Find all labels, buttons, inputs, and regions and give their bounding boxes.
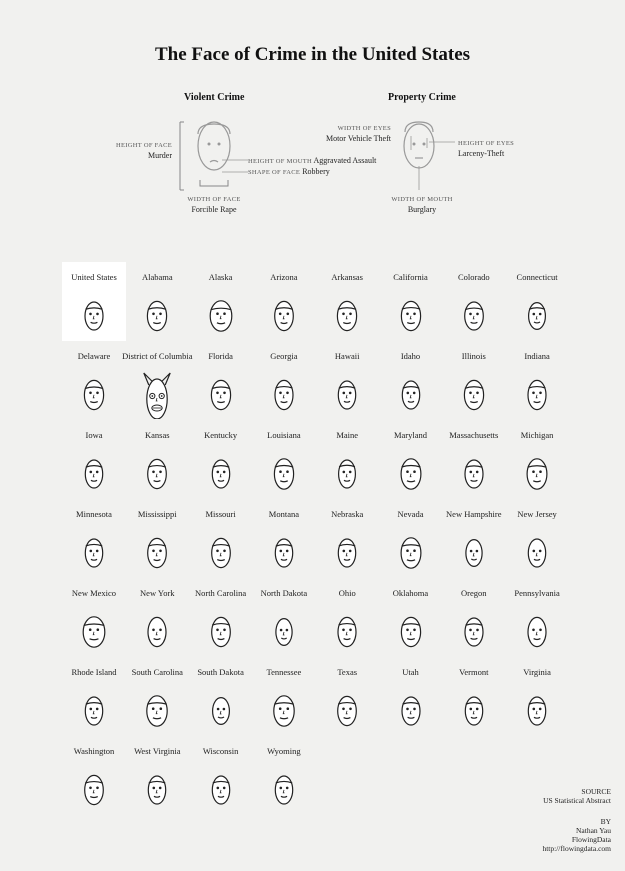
face-eye-left <box>279 470 282 473</box>
face-eye-right <box>349 629 352 632</box>
face-eye-left <box>406 708 409 711</box>
chernoff-face <box>203 529 239 577</box>
chernoff-face <box>139 608 175 656</box>
width-of-eyes-label: WIDTH OF EYES <box>337 125 391 132</box>
author-url[interactable]: http://flowingdata.com <box>542 844 611 853</box>
height-of-face-label: HEIGHT OF FACE <box>116 142 172 149</box>
state-label: Oregon <box>461 588 487 598</box>
face-cell <box>189 578 253 657</box>
state-label: Iowa <box>85 430 103 440</box>
face-eye-right <box>97 628 100 631</box>
face-cell <box>379 578 443 657</box>
face-cell <box>125 420 189 499</box>
state-label: United States <box>71 272 117 282</box>
face-cell <box>379 499 443 578</box>
state-label: Maryland <box>393 430 428 440</box>
legend-property-face <box>395 118 465 198</box>
chernoff-face <box>76 766 112 814</box>
chernoff-face <box>266 687 302 735</box>
height-of-mouth-label: HEIGHT OF MOUTH <box>248 158 312 165</box>
face-eye-left <box>533 550 536 553</box>
state-label: District of Columbia <box>122 351 193 361</box>
state-label: Connecticut <box>516 272 558 282</box>
face-eye-right <box>539 708 542 711</box>
face-eye-left <box>216 471 219 474</box>
motor-vehicle-theft-label: Motor Vehicle Theft <box>325 134 391 143</box>
face-pupil-left <box>152 395 154 397</box>
face-eye-right <box>159 550 162 553</box>
chernoff-face <box>393 450 429 498</box>
face-eye-right <box>222 787 225 790</box>
face-eye-left <box>343 550 346 553</box>
state-label: South Dakota <box>197 667 244 677</box>
face-eye-right <box>96 787 99 790</box>
face-cell <box>315 499 379 578</box>
face-eye-right <box>413 708 416 711</box>
face-cell <box>505 420 569 499</box>
face-cell <box>315 578 379 657</box>
face-eye-left <box>406 629 409 632</box>
state-label: Ohio <box>338 588 356 598</box>
face-eye-left <box>279 707 282 710</box>
state-label: Washington <box>73 746 115 756</box>
face-eye-left <box>279 313 282 316</box>
face-eye-left <box>279 392 282 395</box>
face-cell <box>252 657 316 736</box>
state-label: Arkansas <box>331 272 363 282</box>
face-cell <box>442 420 506 499</box>
face-eye-left <box>90 550 93 553</box>
face-eye-right <box>223 392 226 395</box>
burglary-label: Burglary <box>407 205 437 214</box>
face-eye-right <box>96 708 99 711</box>
chernoff-face <box>76 371 112 419</box>
face-eye-left <box>152 707 155 710</box>
state-label: Arizona <box>270 272 298 282</box>
chernoff-face <box>329 292 365 340</box>
chernoff-face <box>203 687 239 735</box>
state-label: Michigan <box>520 430 554 440</box>
face-eye-left <box>152 471 155 474</box>
face-cell <box>125 657 189 736</box>
face-cell <box>505 578 569 657</box>
state-label: Illinois <box>461 351 486 361</box>
face-eye-left <box>343 392 346 395</box>
face-eye-right <box>413 549 416 552</box>
face-cell <box>62 657 126 736</box>
face-cell <box>189 341 253 420</box>
chernoff-face <box>76 450 112 498</box>
chernoff-face <box>519 292 555 340</box>
face-eye-left <box>216 787 219 790</box>
face-eye-right <box>413 629 416 632</box>
face-eye-right <box>475 550 478 553</box>
state-label: North Dakota <box>260 588 308 598</box>
face-eye-right <box>285 629 288 632</box>
face-cell <box>252 420 316 499</box>
state-label: Vermont <box>459 667 489 677</box>
face-cell <box>379 341 443 420</box>
face-eye-right <box>223 550 226 553</box>
face-eye-right <box>412 392 415 395</box>
face-cell <box>62 262 126 341</box>
shape-of-face-label: SHAPE OF FACE <box>248 169 301 176</box>
state-label: Nevada <box>397 509 424 519</box>
face-eye-left <box>533 313 536 316</box>
chernoff-face <box>456 608 492 656</box>
chernoff-face <box>329 371 365 419</box>
face-eye-left <box>532 470 535 473</box>
face-cell <box>62 578 126 657</box>
face-cell <box>62 499 126 578</box>
face-eye-left <box>89 628 92 631</box>
face-cell <box>122 341 193 420</box>
face-eye-right <box>223 629 226 632</box>
face-eye-right <box>96 550 99 553</box>
face-cell <box>252 262 316 341</box>
robbery-label: Robbery <box>302 167 330 176</box>
chernoff-face <box>139 450 175 498</box>
face-eye-left <box>406 392 409 395</box>
source-heading: SOURCE <box>581 787 611 796</box>
face-eye-left <box>152 550 155 553</box>
chernoff-face <box>393 687 429 735</box>
face-eye-left <box>280 629 283 632</box>
face-eye-right <box>96 471 99 474</box>
chernoff-face <box>456 292 492 340</box>
face-eye-right <box>349 471 352 474</box>
chernoff-face <box>519 450 555 498</box>
face-cell <box>189 499 253 578</box>
chernoff-face <box>76 608 112 656</box>
state-label: Alaska <box>208 272 233 282</box>
face-eye-left <box>216 312 219 315</box>
face-cell <box>189 420 253 499</box>
face-eye-right <box>349 550 352 553</box>
height-of-eyes-label: HEIGHT OF EYES <box>458 140 515 147</box>
state-label: Kentucky <box>204 430 238 440</box>
face-cell <box>125 736 189 815</box>
page-title: The Face of Crime in the United States <box>154 44 471 65</box>
state-label: Hawaii <box>334 351 360 361</box>
face-eye-left <box>90 471 93 474</box>
state-label: North Carolina <box>194 588 247 598</box>
face-cell <box>315 341 379 420</box>
face-eye-left <box>153 787 156 790</box>
face-eye-right <box>286 707 289 710</box>
chernoff-face <box>203 766 239 814</box>
face-cell <box>189 262 253 341</box>
chernoff-face <box>456 687 492 735</box>
state-label: Kansas <box>145 430 170 440</box>
chernoff-face <box>266 608 302 656</box>
face-eye-right <box>413 313 416 316</box>
state-label: Wyoming <box>267 746 301 756</box>
chernoff-face <box>393 608 429 656</box>
chernoff-face <box>266 766 302 814</box>
state-label: Alabama <box>141 272 173 282</box>
face-eye-left <box>89 313 92 316</box>
face-eye-left <box>533 708 536 711</box>
face-eye-left <box>406 470 409 473</box>
face-cell <box>505 262 569 341</box>
chernoff-face <box>76 292 112 340</box>
face-eye-right <box>476 313 479 316</box>
state-label: Colorado <box>457 272 490 282</box>
face-eye-right <box>286 470 289 473</box>
face-pupil-right <box>161 395 163 397</box>
chernoff-face <box>329 608 365 656</box>
face-eye-right <box>159 313 162 316</box>
face-eye-right <box>539 550 542 553</box>
chernoff-face <box>266 292 302 340</box>
face-eye-left <box>469 313 472 316</box>
chernoff-face <box>456 529 492 577</box>
face-cell <box>252 578 316 657</box>
state-label: West Virginia <box>134 746 181 756</box>
by-heading: BY <box>600 817 611 826</box>
state-label: New Hampshire <box>446 509 502 519</box>
face-cell <box>252 736 316 815</box>
state-label: California <box>393 272 428 282</box>
chernoff-face <box>76 529 112 577</box>
face-eye-left <box>469 708 472 711</box>
state-label: Mississippi <box>137 509 177 519</box>
face-cell <box>125 578 189 657</box>
chernoff-face <box>203 450 239 498</box>
state-label: Oklahoma <box>392 588 429 598</box>
chernoff-face <box>456 371 492 419</box>
state-label: Massachusetts <box>449 430 499 440</box>
state-label: New Jersey <box>517 509 557 519</box>
face-eye-right <box>413 470 416 473</box>
face-eye-right <box>539 470 542 473</box>
face-eye-right <box>286 787 289 790</box>
face-eye-right <box>539 313 542 316</box>
face-eye-right <box>476 392 479 395</box>
face-eye-left <box>532 629 535 632</box>
face-cell <box>442 657 506 736</box>
property-crime-heading: Property Crime <box>388 92 456 103</box>
chernoff-face <box>203 292 239 340</box>
chernoff-face <box>266 529 302 577</box>
face-cell <box>62 420 126 499</box>
face-eye-left <box>216 550 219 553</box>
chernoff-face <box>519 529 555 577</box>
face-cell <box>379 262 443 341</box>
face-eye-left <box>89 392 92 395</box>
chernoff-face <box>329 450 365 498</box>
face-eye-left <box>279 550 282 553</box>
face-eye-right <box>222 471 225 474</box>
face-cell <box>315 420 379 499</box>
state-label: Texas <box>337 667 358 677</box>
face-eye-left <box>470 550 473 553</box>
face-eye-right <box>286 313 289 316</box>
face-eye-left <box>342 629 345 632</box>
chernoff-face <box>393 292 429 340</box>
state-label: Idaho <box>400 351 421 361</box>
face-eye-left <box>152 629 155 632</box>
face-cell <box>62 341 126 420</box>
face-eye-right <box>159 629 162 632</box>
state-label: Tennessee <box>266 667 302 677</box>
face-eye-left <box>90 708 93 711</box>
state-label: Delaware <box>77 351 111 361</box>
state-label: New Mexico <box>71 588 117 598</box>
face-eye-right <box>159 471 162 474</box>
forcible-rape-label: Forcible Rape <box>191 205 237 214</box>
face-eye-right <box>286 550 289 553</box>
state-label: Maine <box>336 430 359 440</box>
face-cell <box>252 499 316 578</box>
state-label: South Carolina <box>131 667 183 677</box>
width-of-mouth-label: WIDTH OF MOUTH <box>391 196 453 203</box>
face-cell <box>379 657 443 736</box>
face-eye-left <box>279 787 282 790</box>
face-eye-right <box>476 471 479 474</box>
face-eye-right <box>349 708 352 711</box>
chernoff-face <box>203 371 239 419</box>
chernoff-face <box>519 687 555 735</box>
chernoff-face <box>329 687 365 735</box>
face-eye-right <box>349 313 352 316</box>
chernoff-face <box>139 292 175 340</box>
face-cell <box>315 657 379 736</box>
face-eye-left <box>89 787 92 790</box>
state-label: Pennsylvania <box>514 588 560 598</box>
legend-violent-face <box>176 118 256 198</box>
face-eye-right <box>222 708 225 711</box>
face-eye-left <box>216 629 219 632</box>
face-cell <box>189 657 253 736</box>
state-label: Missouri <box>205 509 236 519</box>
state-label: Rhode Island <box>71 667 117 677</box>
org-name: FlowingData <box>571 835 611 844</box>
chernoff-face <box>139 687 175 735</box>
state-label: Virginia <box>523 667 551 677</box>
face-eye-right <box>539 392 542 395</box>
state-label: Louisiana <box>267 430 301 440</box>
face-cell <box>442 341 506 420</box>
face-eye-left <box>343 471 346 474</box>
aggravated-assault-label: Aggravated Assault <box>313 156 377 165</box>
face-cell <box>505 499 569 578</box>
face-cell <box>315 262 379 341</box>
chernoff-face <box>139 529 175 577</box>
chernoff-face <box>76 687 112 735</box>
violent-crime-heading: Violent Crime <box>184 92 245 103</box>
face-eye-left <box>406 549 409 552</box>
face-cell <box>442 578 506 657</box>
face-cell <box>125 262 189 341</box>
state-label: Nebraska <box>331 509 364 519</box>
face-eye-right <box>96 392 99 395</box>
face-eye-right <box>159 787 162 790</box>
face-eye-right <box>349 392 352 395</box>
state-label: Wisconsin <box>202 746 239 756</box>
chernoff-face <box>139 371 175 419</box>
source-text: US Statistical Abstract <box>543 796 611 805</box>
state-label: Utah <box>402 667 419 677</box>
state-label: Montana <box>268 509 299 519</box>
face-eye-left <box>406 313 409 316</box>
face-cell <box>252 341 316 420</box>
face-eye-left <box>216 708 219 711</box>
face-eye-right <box>539 629 542 632</box>
face-cell <box>442 499 506 578</box>
face-eye-right <box>223 312 226 315</box>
larceny-theft-label: Larceny-Theft <box>458 149 505 158</box>
state-label: Indiana <box>524 351 550 361</box>
chernoff-face <box>266 371 302 419</box>
chernoff-face <box>329 529 365 577</box>
face-eye-left <box>342 313 345 316</box>
face-eye-right <box>476 629 479 632</box>
state-label: Minnesota <box>76 509 112 519</box>
face-cell <box>442 262 506 341</box>
face-cell <box>62 736 126 815</box>
state-label: Georgia <box>270 351 298 361</box>
chernoff-face <box>456 450 492 498</box>
chernoff-face <box>393 529 429 577</box>
face-eye-left <box>469 629 472 632</box>
chernoff-face <box>266 450 302 498</box>
face-eye-left <box>152 313 155 316</box>
chernoff-face <box>519 608 555 656</box>
face-eye-left <box>469 471 472 474</box>
face-cell <box>505 341 569 420</box>
face-eye-left <box>469 392 472 395</box>
width-of-face-label: WIDTH OF FACE <box>187 196 241 203</box>
face-eye-left <box>532 392 535 395</box>
face-cell <box>379 420 443 499</box>
face-cell <box>189 736 253 815</box>
chernoff-face <box>203 608 239 656</box>
face-eye-left <box>216 392 219 395</box>
state-label: New York <box>140 588 175 598</box>
chernoff-face <box>519 371 555 419</box>
chernoff-face <box>393 371 429 419</box>
face-eye-right <box>96 313 99 316</box>
face-eye-right <box>476 708 479 711</box>
chernoff-face <box>139 766 175 814</box>
face-cell <box>125 499 189 578</box>
face-eye-right <box>286 392 289 395</box>
murder-label: Murder <box>148 151 172 160</box>
author-name: Nathan Yau <box>576 826 611 835</box>
face-eye-left <box>342 708 345 711</box>
face-cell <box>505 657 569 736</box>
state-label: Florida <box>208 351 233 361</box>
face-eye-right <box>160 707 163 710</box>
